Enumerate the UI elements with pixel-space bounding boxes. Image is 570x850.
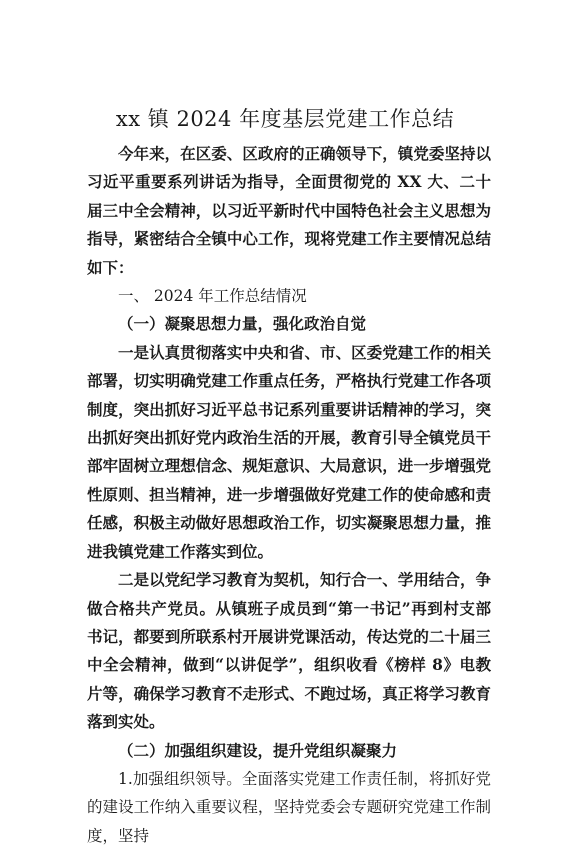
section-heading: 一、 2024 年工作总结情况	[118, 287, 307, 306]
paragraph-3: 1.加强组织领导。全面落实党建工作责任制，将抓好党的建设工作纳入重要议程，坚持党委会专题研究党建工作制度，坚持	[87, 769, 491, 845]
document-body	[87, 140, 491, 850]
document-title: xx 镇 2024 年度基层党建工作总结	[115, 107, 455, 131]
subsection-heading-2: （二）加强组织建设，提升党组织凝聚力	[118, 740, 398, 760]
intro-paragraph: 今年来，在区委、区政府的正确领导下，镇党委坚持以习近平重要系列讲话为指导，全面贯彻党的 XX 大、二十届三中全会精神，以习近平新时代中国特色社会主义思想为指导，紧密结合全镇中心工作，现将党建工作主要情况总结如下：	[87, 144, 491, 277]
paragraph-2: 二是以党纪学习教育为契机，知行合一、学用结合，争做合格共产党员。从镇班子成员到“第一书记”再到村支部书记，都要到所联系村开展讲党课活动，传达党的二十届三中全会精神，做到“以讲促学”，组织收看《榜样 8》电教片等，确保学习教育不走形式、不跑过场，真正将学习教育落到实处。	[87, 570, 491, 732]
paragraph-1: 一是认真贯彻落实中央和省、市、区委党建工作的相关部署，切实明确党建工作重点任务，严格执行党建工作各项制度，突出抓好习近平总书记系列重要讲话精神的学习，突出抓好突出抓好党内政治生活的开展，教育引导全镇党员干部牢固树立理想信念、规矩意识、大局意识，进一步增强党性原则、担当精神，进一步增强做好党建工作的使命感和责任感，积极主动做好思想政治工作，切实凝聚思想力量，推进我镇党建工作落实到位。	[87, 342, 491, 561]
subsection-heading-1: （一）凝聚思想力量，强化政治自觉	[118, 314, 367, 334]
